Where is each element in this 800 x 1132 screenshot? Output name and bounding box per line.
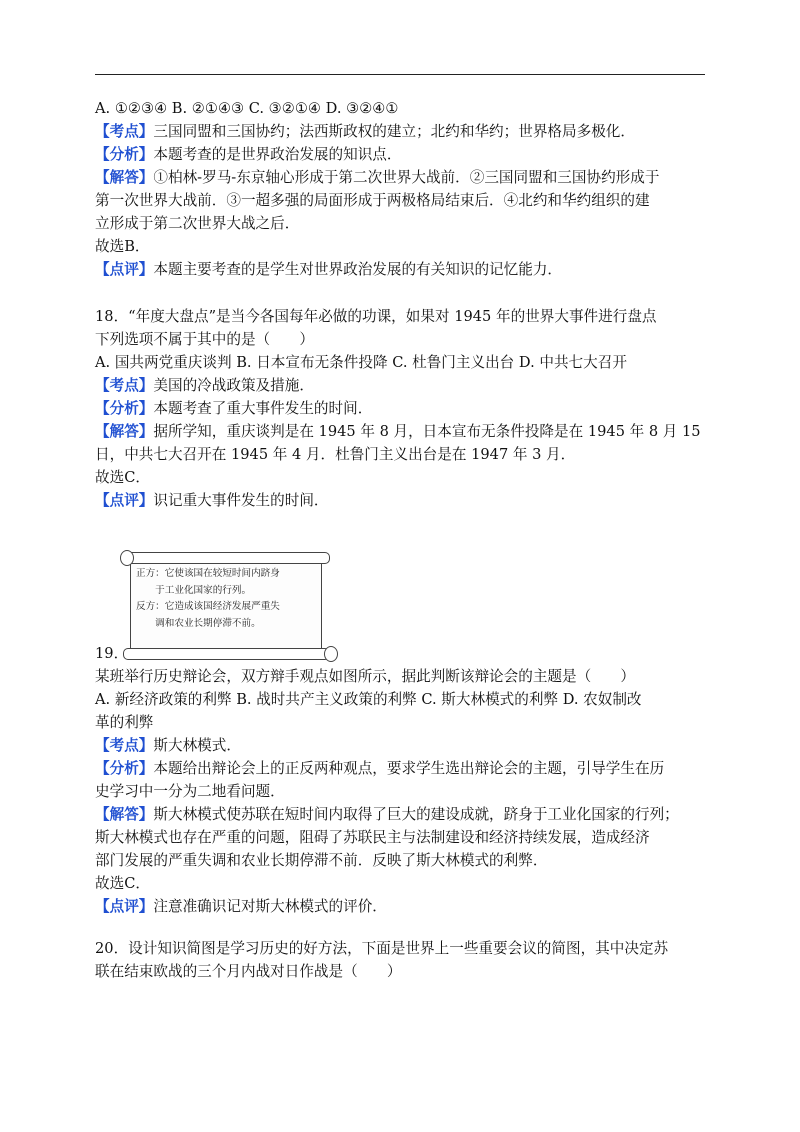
kaodian-tag: 【考点】 <box>95 123 154 140</box>
q18-kaodian <box>95 374 707 397</box>
jieda-text: ①柏林-罗马-东京轴心形成于第二次世界大战前．②三国同盟和三国协约形成于 <box>153 169 660 186</box>
dianping-tag: 【点评】 <box>95 492 154 509</box>
question-19 <box>95 642 707 918</box>
fenxi-text: 本题考查了重大事件发生的时间． <box>153 400 373 417</box>
q17-dianping <box>95 258 707 281</box>
jieda-tag: 【解答】 <box>95 806 154 823</box>
q17-jieda-3: 立形成于第二次世界大战之后． <box>95 215 300 232</box>
q19-options-1: A. 新经济政策的利弊 B. 战时共产主义政策的利弊 C. 斯大林模式的利弊 D. 农奴制改 <box>95 691 642 708</box>
fenxi-text: 本题考查的是世界政治发展的知识点． <box>153 146 402 163</box>
scroll-curl-left <box>120 550 134 566</box>
q18-dianping <box>95 489 707 512</box>
q19-jieda-3: 部门发展的严重失调和农业长期停滞不前．反映了斯大林模式的利弊． <box>95 852 548 869</box>
q17-fenxi <box>95 143 707 166</box>
q19-kaodian <box>95 734 707 757</box>
scroll-line-3: 反方：它造成该国经济发展严重失 <box>136 601 280 612</box>
dianping-text: 识记重大事件发生的时间． <box>153 492 329 509</box>
fenxi-tag: 【分析】 <box>95 400 154 417</box>
q17-kaodian <box>95 120 707 143</box>
q18-answer: 故选C． <box>95 469 150 486</box>
scroll-text <box>136 566 321 632</box>
q19-stem: 某班举行历史辩论会，双方辩手观点如图所示，据此判断该辩论会的主题是（ ） <box>95 668 635 685</box>
jieda-text: 据所学知，重庆谈判是在 1945 年 8 月，日本宣布无条件投降是在 1945 年 8 月 15 <box>153 423 701 440</box>
jieda-tag: 【解答】 <box>95 423 154 440</box>
q18-options: A. 国共两党重庆谈判 B. 日本宣布无条件投降 C. 杜鲁门主义出台 D. 中共七大召开 <box>95 354 627 371</box>
dianping-text: 注意准确识记对斯大林模式的评价． <box>153 898 387 915</box>
jieda-tag: 【解答】 <box>95 169 154 186</box>
q18-stem-1: 18．“年度大盘点”是当今各国每年必做的功课，如果对 1945 年的世界大事件进行盘点 <box>95 308 657 325</box>
scroll-line-2: 于工业化国家的行列。 <box>136 584 252 596</box>
q20-stem-2: 联在结束欧战的三个月内战对日作战是（ ） <box>95 963 402 980</box>
question-18 <box>95 305 707 512</box>
kaodian-tag: 【考点】 <box>95 737 154 754</box>
question-20 <box>95 937 707 983</box>
kaodian-text: 三国同盟和三国协约；法西斯政权的建立；北约和华约；世界格局多极化． <box>153 123 635 140</box>
dianping-text: 本题主要考查的是学生对世界政治发展的有关知识的记忆能力． <box>153 261 563 278</box>
dianping-tag: 【点评】 <box>95 261 154 278</box>
q19-dianping <box>95 895 707 918</box>
q17-options: A. ①②③④ B. ②①④③ C. ③②①④ D. ③②④① <box>95 100 399 117</box>
fenxi-tag: 【分析】 <box>95 760 154 777</box>
kaodian-tag: 【考点】 <box>95 377 154 394</box>
q17-jieda-1 <box>95 166 707 189</box>
q20-stem-1: 20．设计知识简图是学习历史的好方法，下面是世界上一些重要会议的简图，其中决定苏 <box>95 940 669 957</box>
q19-number: 19． <box>95 645 129 662</box>
scroll-roll-top <box>123 552 330 564</box>
kaodian-text: 斯大林模式． <box>153 737 241 754</box>
q19-jieda-1 <box>95 803 707 826</box>
q18-stem-2: 下列选项不属于其中的是（ ） <box>95 331 314 348</box>
dianping-tag: 【点评】 <box>95 898 154 915</box>
q19-fenxi-1 <box>95 757 707 780</box>
q19-jieda-2: 斯大林模式也存在严重的问题，阻碍了苏联民主与法制建设和经济持续发展，造成经济 <box>95 829 650 846</box>
fenxi-text: 本题给出辩论会上的正反两种观点，要求学生选出辩论会的主题，引导学生在历 <box>153 760 665 777</box>
q17-jieda-2: 第一次世界大战前．③一超多强的局面形成于两极格局结束后．④北约和华约组织的建 <box>95 192 650 209</box>
scroll-line-4: 调和农业长期停滞不前。 <box>136 617 261 629</box>
header-rule <box>95 74 705 75</box>
question-17 <box>95 97 707 281</box>
q19-options-2: 革的利弊 <box>95 714 154 731</box>
q18-jieda-1 <box>95 420 707 443</box>
q18-jieda-2: 日，中共七大召开在 1945 年 4 月．杜鲁门主义出台是在 1947 年 3 月． <box>95 446 576 463</box>
kaodian-text: 美国的冷战政策及措施． <box>153 377 314 394</box>
q19-answer: 故选C． <box>95 875 150 892</box>
q19-fenxi-2: 史学习中一分为二地看问题． <box>95 783 285 800</box>
q18-fenxi <box>95 397 707 420</box>
jieda-text: 斯大林模式使苏联在短时间内取得了巨大的建设成就，跻身于工业化国家的行列； <box>153 806 679 823</box>
fenxi-tag: 【分析】 <box>95 146 154 163</box>
scroll-line-1: 正方：它使该国在较短时间内跻身 <box>136 568 280 579</box>
q17-answer: 故选B． <box>95 238 150 255</box>
